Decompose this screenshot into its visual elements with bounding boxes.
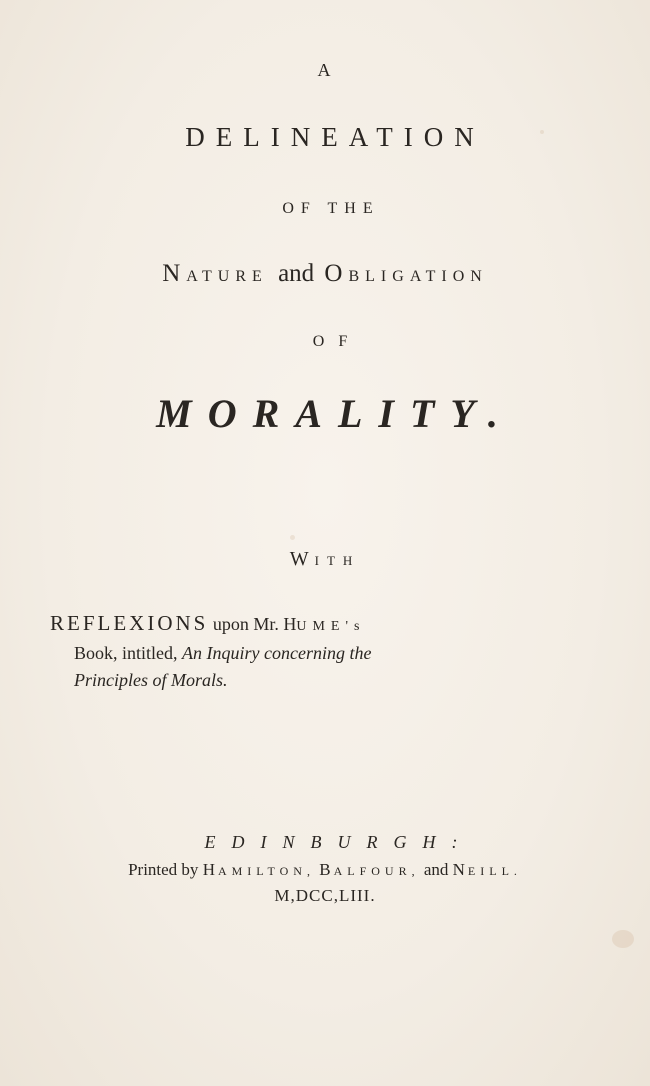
- hamilton-rest: AMILTON,: [217, 864, 315, 878]
- obligation-rest: BLIGATION: [348, 268, 488, 285]
- title-of: OF: [312, 333, 362, 350]
- with-rest: ITH: [314, 553, 361, 568]
- reflexions-paragraph: [50, 610, 610, 694]
- nature-initial: N: [162, 260, 187, 287]
- upon-mr: upon Mr.: [212, 614, 279, 634]
- foxing-spot: [612, 930, 634, 948]
- neill-rest: EILL.: [467, 864, 522, 878]
- and-word: and: [278, 260, 315, 287]
- reflexions-line-3: [50, 667, 610, 694]
- with-initial: W: [289, 548, 315, 570]
- imprint-date: M,DCC,LIII.: [274, 886, 376, 905]
- obligation-initial: O: [324, 260, 349, 287]
- inquiry-title: An Inquiry concerning the: [182, 643, 372, 663]
- nature-rest: ATURE: [186, 268, 268, 285]
- balfour-initial: B: [319, 860, 334, 879]
- title-delineation: DELINEATION: [185, 122, 485, 152]
- reflexions-line-2: [50, 640, 610, 667]
- imprint-place: EDINBURGH:: [204, 832, 474, 852]
- foxing-spot: [290, 535, 295, 540]
- title-of-the: OF THE: [282, 200, 380, 217]
- reflexions-word: REFLEXIONS: [50, 611, 209, 635]
- and-printers: and: [423, 860, 449, 879]
- hamilton-initial: H: [202, 860, 218, 879]
- hume-initial: H: [283, 614, 297, 634]
- morals-word: Morals.: [171, 670, 228, 690]
- with-heading: [0, 548, 650, 571]
- article-a: A: [317, 60, 333, 80]
- neill-initial: N: [452, 860, 468, 879]
- balfour-rest: ALFOUR,: [333, 864, 420, 878]
- hume-rest: UME's: [296, 619, 366, 634]
- title-nature-and-obligation: [0, 260, 650, 288]
- principles-word: Principles: [74, 670, 148, 690]
- printed-by: Printed by: [128, 860, 199, 879]
- of-word: of: [152, 670, 167, 690]
- book-intitled: Book, intitled,: [74, 643, 178, 663]
- reflexions-line-1: [50, 610, 610, 640]
- imprint-printers: [0, 860, 650, 880]
- title-morality: MORALITY.: [156, 391, 514, 436]
